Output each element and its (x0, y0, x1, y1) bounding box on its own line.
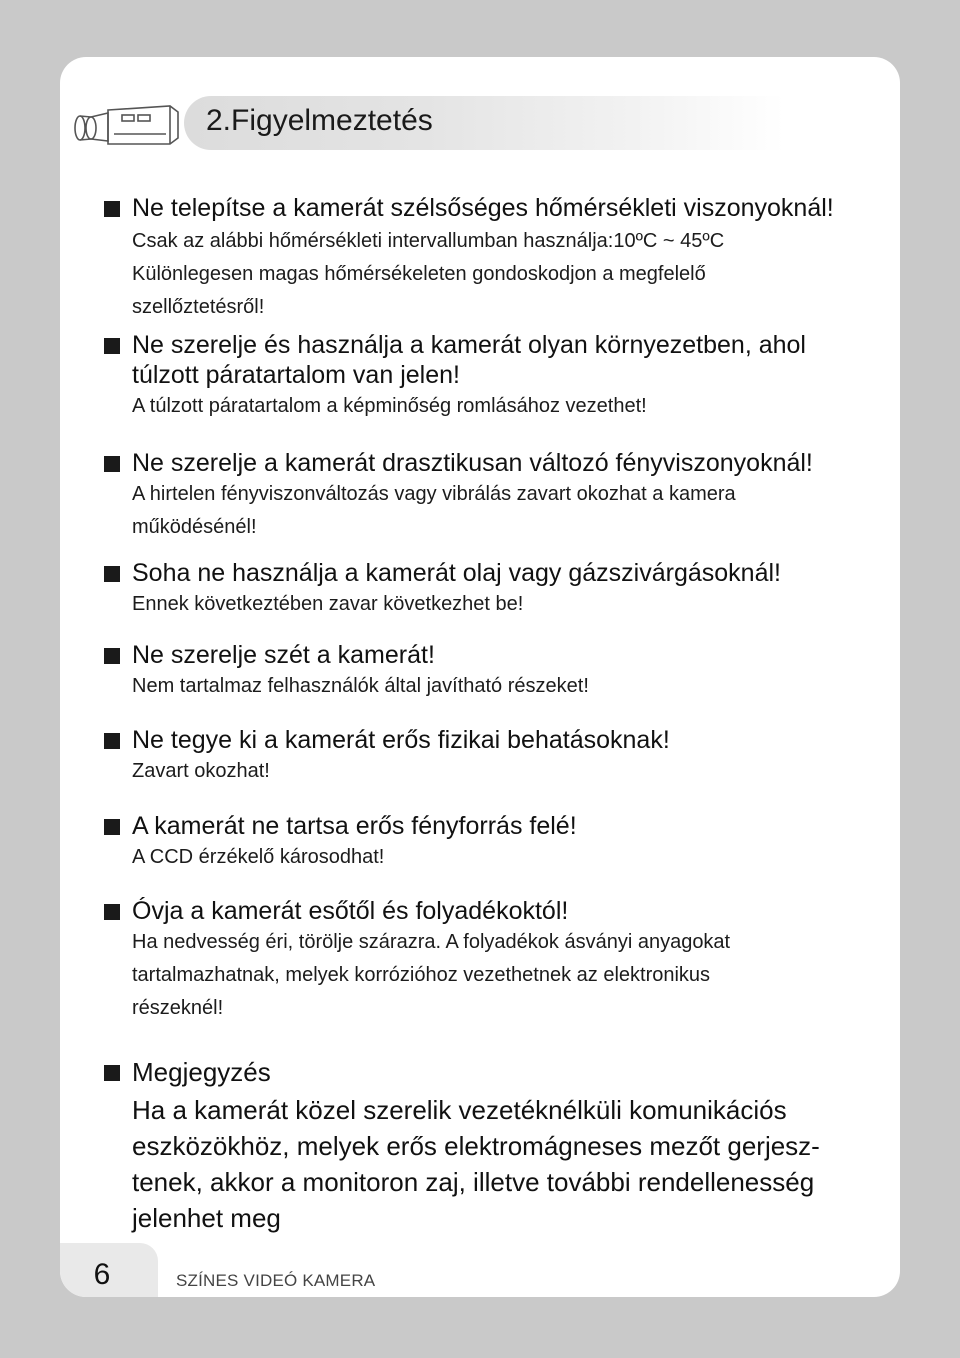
warning-title: Ne tegye ki a kamerát erős fizikai behatásoknak! (132, 726, 670, 754)
camera-icon (70, 100, 182, 148)
warning-item (104, 811, 577, 874)
note-title: Megjegyzés (132, 1057, 271, 1087)
warning-text: részeknél! (132, 997, 224, 1019)
warning-item (104, 448, 813, 544)
note-text: tenek, akkor a monitoron zaj, illetve további rendellenesség (132, 1167, 815, 1197)
warning-text: Csak az alábbi hőmérsékleti intervallumban használja:10ºC ~ 45ºC (132, 230, 725, 252)
note-text: jelenhet meg (132, 1203, 281, 1233)
bullet-square (104, 1065, 120, 1081)
bullet-square (104, 456, 120, 472)
warning-title: Óvja a kamerát esőtől és folyadékoktól! (132, 897, 569, 925)
footer-title: SZÍNES VIDEÓ KAMERA (176, 1271, 376, 1290)
page-number: 6 (93, 1258, 111, 1291)
warning-text: Ennek következtében zavar következhet be! (132, 593, 524, 615)
note-text: eszközökhöz, melyek erős elektromágneses mezőt gerjesz- (132, 1131, 820, 1161)
warning-text: működésénél! (132, 516, 257, 538)
bullet-square (104, 904, 120, 920)
warning-item (104, 896, 730, 1025)
warning-text: szellőztetésről! (132, 296, 265, 318)
warning-item (104, 558, 781, 621)
warning-item (104, 193, 834, 324)
warning-title-line2: túlzott páratartalom van jelen! (132, 361, 460, 389)
bullet-square (104, 733, 120, 749)
warning-title: Ne szerelje szét a kamerát! (132, 641, 435, 669)
page-title: 2.Figyelmeztetés (206, 104, 433, 137)
warning-title: A kamerát ne tartsa erős fényforrás felé! (132, 812, 577, 840)
warning-text: Különlegesen magas hőmérsékeleten gondoskodjon a megfelelő (132, 263, 706, 285)
bullet-square (104, 566, 120, 582)
warning-text: A túlzott páratartalom a képminőség romlásához vezethet! (132, 395, 647, 417)
warning-text: Nem tartalmaz felhasználók által javítható részeket! (132, 675, 589, 697)
warning-item (104, 640, 589, 703)
warning-title: Ne telepítse a kamerát szélsőséges hőmérsékleti viszonyoknál! (132, 194, 834, 222)
note-section (104, 1056, 820, 1236)
warning-title: Ne szerelje és használja a kamerát olyan környezetben, ahol (132, 331, 806, 359)
warning-text: Zavart okozhat! (132, 760, 270, 782)
warning-title: Ne szerelje a kamerát drasztikusan változó fényviszonyoknál! (132, 449, 813, 477)
bullet-square (104, 338, 120, 354)
warning-text: Ha nedvesség éri, törölje szárazra. A folyadékok ásványi anyagokat (132, 931, 731, 953)
bullet-square (104, 648, 120, 664)
note-text: Ha a kamerát közel szerelik vezetéknélküli komunikációs (132, 1095, 787, 1125)
warning-text: A CCD érzékelő károsodhat! (132, 846, 385, 868)
warning-item (104, 725, 670, 788)
bullet-square (104, 819, 120, 835)
warning-text: A hirtelen fényviszonváltozás vagy vibrálás zavart okozhat a kamera (132, 483, 736, 505)
warning-item (104, 330, 806, 423)
warning-title: Soha ne használja a kamerát olaj vagy gázszivárgásoknál! (132, 559, 781, 587)
warning-text: tartalmazhatnak, melyek korrózióhoz vezethetnek az elektronikus (132, 964, 711, 986)
bullet-square (104, 201, 120, 217)
